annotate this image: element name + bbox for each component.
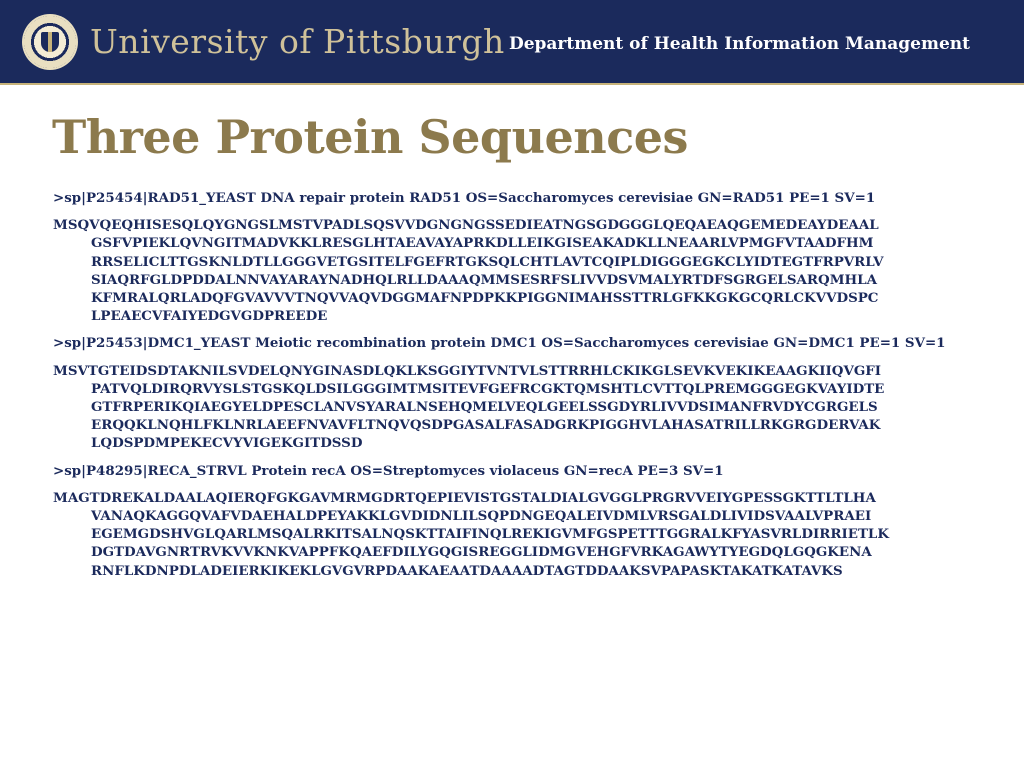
sequence-line: VANAQKAGGQVAFVDAEHALDPEYAKKLGVDIDNLILSQPDNGEQALEIVDMLVRSGALDLIVIDSVAALVPRAEI [91,508,872,525]
sequence-list [53,189,988,589]
sequence-body [53,489,988,580]
slide-title: Three Protein Sequences [52,110,688,164]
sequence-header: >sp|P25453|DMC1_YEAST Meiotic recombination protein DMC1 OS=Saccharomyces cerevisiae GN=DMC1 PE=1 SV=1 [53,335,946,352]
sequence-line: KFMRALQRLADQFGVAVVVTNQVVAQVDGGMAFNPDPKKPIGGNIMAHSSTTRLGFKKGKGCQRLCKVVDSPC [91,290,879,307]
sequence-line: MAGTDREKALDAALAQIERQFGKGAVMRMGDRTQEPIEVISTGSTALDIALGVGGLPRGRVVEIYGPESSGKTTLTLHA [53,489,876,506]
sequence-line: LQDSPDMPEKECVYVIGEKGITDSSD [91,435,363,452]
sequence-header: >sp|P25454|RAD51_YEAST DNA repair protein RAD51 OS=Saccharomyces cerevisiae GN=RAD51 PE=1 SV=1 [53,190,876,206]
header-banner [0,0,1024,85]
shield-icon [41,32,59,52]
sequence-line: RNFLKDNPDLADEIERKIKEKLGVGVRPDAAKAEAATDAAAADTAGTDDAAKSVPAPASKTAKATKATAVKS [91,562,843,579]
department-name: Department of Health Information Management [508,34,970,54]
sequence-line: DGTDAVGNRTRVKVVKNKVAPPFKQAEFDILYGQGISREGGLIDMGVEHGFVRKAGAWYTYEGDQLGQGKENA [91,544,872,561]
sequence-body [53,362,988,453]
sequence-line: ERQQKLNQHLFKLNRLAEEFNVAVFLTNQVQSDPGASALFASADGRKPIGGHVLAHASATRILLRKGRGDERVAK [91,417,881,434]
university-seal-icon [22,14,78,70]
sequence-line: SIAQRFGLDPDDALNNVAYARAYNADHQLRLLDAAAQMMSESRFSLIVVDSVMALYRTDFSGRGELSARQMHLA [91,271,877,288]
sequence-line: MSQVQEQHISESQLQYGNGSLMSTVPADLSQSVVDGNGNGSSEDIEATNGSGDGGGLQEQAEAQGEMEDEAYDEAAL [53,217,879,234]
sequence-body [53,216,988,325]
sequence-header: >sp|P48295|RECA_STRVL Protein recA OS=Streptomyces violaceus GN=recA PE=3 SV=1 [53,462,724,479]
sequence-line: RRSELICLTTGSKNLDTLLGGGVETGSITELFGEFRTGKSQLCHTLAVTCQIPLDIGGGEGKCLYIDTEGTFRPVRLV [91,253,884,270]
sequence-line: GTFRPERIKQIAEGYELDPESCLANVSYARALNSEHQMELVEQLGEELSSGDYRLIVVDSIMANFRVDYCGRGELS [91,399,878,416]
sequence-line: EGEMGDSHVGLQARLMSQALRKITSALNQSKTTAIFINQLREKIGVMFGSPETTTGGRALKFYASVRLDIRRIETLK [91,526,889,543]
sequence-line: MSVTGTEIDSDTAKNILSVDELQNYGINASDLQKLKSGGIYTVNTVLSTTRRHLCKIKGLSEVKVEKIKEAAGKIIQVGFI [53,362,882,379]
sequence-line: PATVQLDIRQRVYSLSTGSKQLDSILGGGIMTMSITEVFGEFRCGKTQMSHTLCVTTQLPREMGGGEGKVAYIDTE [91,380,885,397]
university-name: University of Pittsburgh [90,22,505,61]
sequence-line: GSFVPIEKLQVNGITMADVKKLRESGLHTAEAVAYAPRKDLLEIKGISEAKADKLLNEAARLVPMGFVTAADFHM [91,235,874,252]
sequence-line: LPEAECVFAIYEDGVGDPREEDE [91,308,328,325]
